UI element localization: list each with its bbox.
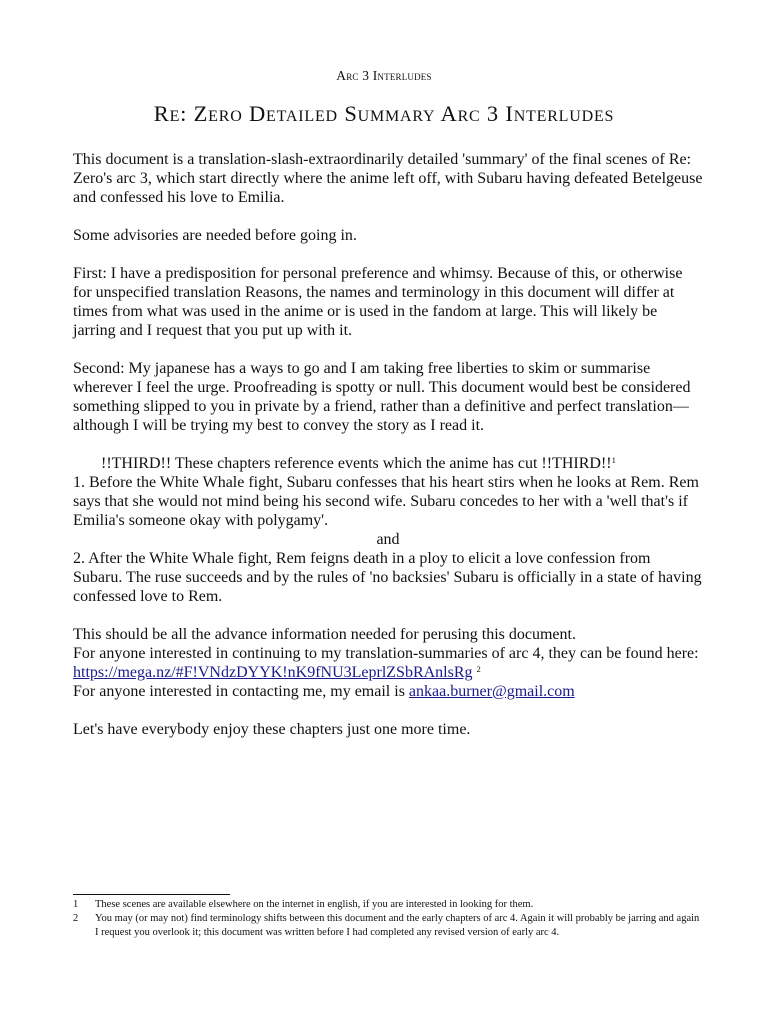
running-header: Arc 3 Interludes [336, 68, 432, 83]
footnote-separator [73, 894, 230, 895]
and-separator: and [376, 531, 400, 548]
intro-paragraph: This document is a translation-slash-extraordinarily detailed 'summary' of the final scenes of Re: Zero's arc 3, which start directly where the anime left off, with Subaru having defeated Betelgeuse and confessed his love to Emilia. [73, 151, 703, 206]
footnote-number: 1 [73, 899, 79, 910]
footnote-item [73, 898, 703, 912]
point-one-paragraph: 1. Before the White Whale fight, Subaru confesses that his heart stirs when he looks at Rem. Rem says that she would not mind being his second wife. Subaru concedes to her with a 'well that's if Emilia's someone okay with polygamy'. [73, 474, 699, 529]
third-advisory-heading [73, 454, 703, 473]
footnote-text: These scenes are available elsewhere on the internet in english, if you are interested in looking for them. [95, 899, 534, 910]
point-two-paragraph: 2. After the White Whale fight, Rem feigns death in a ploy to elicit a love confession from Subaru. The ruse succeeds and by the rules of 'no backsies' Subaru is officially in a state of having confessed love to Rem. [73, 550, 702, 605]
footnote-text: You may (or may not) find terminology shifts between this document and the early chapters of arc 4. Again it will probably be jarring and again I request you overlook it; this document was written before I had completed any revised version of early arc 4. [95, 913, 700, 938]
advisories-paragraph: Some advisories are needed before going in. [73, 227, 357, 244]
footnotes-section [73, 898, 703, 940]
document-title: Re: Zero Detailed Summary Arc 3 Interludes [153, 101, 615, 126]
contact-text: For anyone interested in contacting me, my email is [73, 683, 409, 700]
advance-info-line: This should be all the advance information needed for perusing this document. [73, 626, 576, 643]
arc4-mega-link[interactable]: https://mega.nz/#F!VNdzDYYK!nK9fNU3LeprlZSbRAnlsRg [73, 664, 473, 681]
document-body [73, 150, 703, 739]
footnote-number: 2 [73, 913, 79, 924]
contact-paragraph [73, 682, 703, 701]
arc4-paragraph [73, 644, 703, 682]
footnote-ref-1[interactable]: 1 [611, 455, 616, 465]
footnote-ref-2[interactable]: 2 [476, 664, 481, 674]
arc4-text: For anyone interested in continuing to my translation-summaries of arc 4, they can be found here: [73, 645, 699, 662]
third-advisory-text: !!THIRD!! These chapters reference events which the anime has cut !!THIRD!! [101, 455, 612, 472]
footnote-item [73, 912, 703, 940]
first-advisory-paragraph: First: I have a predisposition for personal preference and whimsy. Because of this, or otherwise for unspecified translation Reasons, the names and terminology in this document will differ at times from what was used in the anime or is used in the fandom at large. This will likely be jarring and I request that you put up with it. [73, 265, 683, 339]
email-link[interactable]: ankaa.burner@gmail.com [408, 683, 575, 700]
closing-paragraph: Let's have everybody enjoy these chapters just one more time. [73, 721, 471, 738]
second-advisory-paragraph: Second: My japanese has a ways to go and I am taking free liberties to skim or summarise wherever I feel the urge. Proofreading is spotty or null. This document would best be considered something slipped to you in private by a friend, rather than a definitive and perfect translation—although I will be trying my best to convey the story as I read it. [73, 360, 691, 434]
